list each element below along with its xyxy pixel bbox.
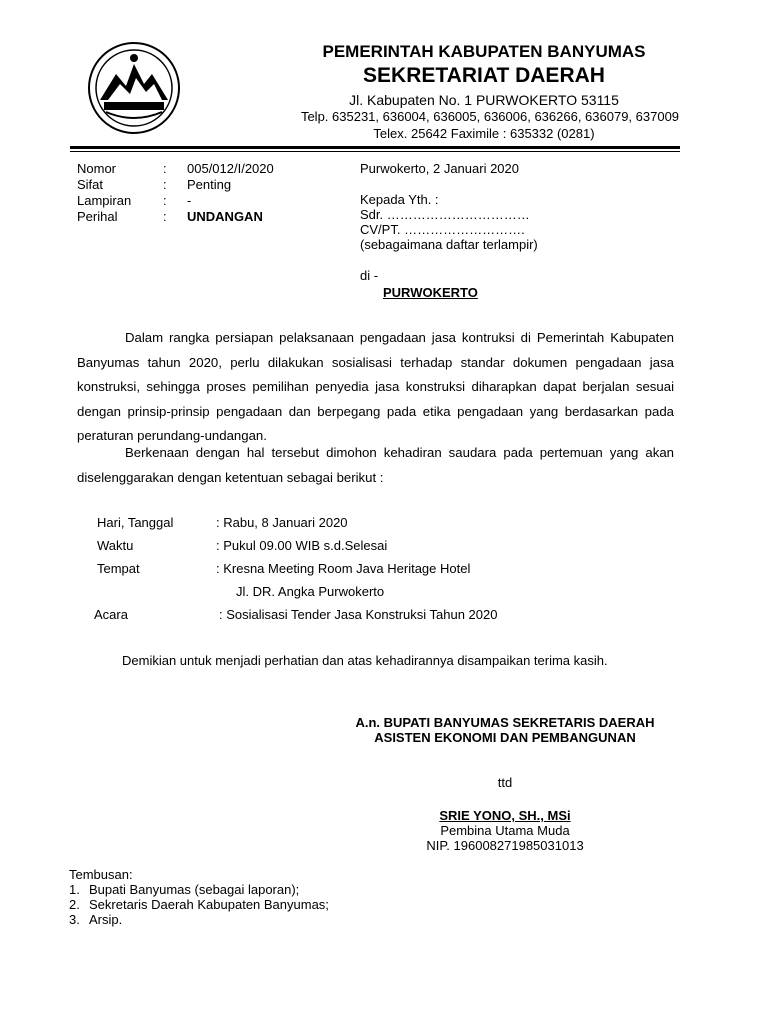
- header-telex-fax: Telex. 25642 Faximile : 635332 (0281): [373, 126, 595, 141]
- signatory-rank: Pembina Utama Muda: [440, 823, 570, 838]
- letter-date: Purwokerto, 2 Januari 2020: [360, 161, 519, 176]
- body-paragraph-1: Dalam rangka persiapan pelaksanaan pengadaan jasa kontruksi di Pemerintah Kabupaten Banyumas tahun 2020, perlu dilakukan sosialisasi terhadap standar dokumen pengadaan jasa konstruksi, sehingga proses pemilihan penyedia jasa konstruksi diharapkan dapat berjalan sesuai dengan prinsip-prinsip pengadaan dan berpegang pada etika pengadaan yang berdasarkan pada peraturan perundang-undangan.: [77, 330, 674, 443]
- meta-colon: :: [163, 161, 167, 176]
- header-phone: Telp. 635231, 636004, 636005, 636006, 636266, 636079, 637009: [300, 109, 680, 124]
- cc-item: [69, 912, 329, 927]
- detail-time-value: : Pukul 09.00 WIB s.d.Selesai: [216, 538, 388, 553]
- cc-item-number: 2.: [69, 897, 80, 912]
- detail-time-label: Waktu: [97, 538, 134, 553]
- meta-colon: :: [163, 209, 167, 224]
- meta-label: Lampiran: [77, 193, 132, 208]
- recipient-di: di -: [360, 268, 379, 283]
- signatory-name: SRIE YONO, SH., MSi: [439, 808, 571, 823]
- header-divider-thin: [70, 151, 680, 152]
- signature-ttd: ttd: [497, 775, 513, 790]
- cc-title: Tembusan:: [69, 867, 133, 882]
- signature-title-2: ASISTEN EKONOMI DAN PEMBANGUNAN: [374, 730, 636, 745]
- header-divider-thick: [70, 146, 680, 149]
- meta-row-lampiran: [77, 193, 337, 209]
- recipient-city: PURWOKERTO: [383, 285, 478, 300]
- cc-block: [69, 867, 329, 927]
- meta-value: -: [187, 193, 192, 208]
- recipient-salutation: Kepada Yth. :: [360, 192, 439, 207]
- closing-sentence: Demikian untuk menjadi perhatian dan atas kehadirannya disampaikan terima kasih.: [122, 653, 608, 668]
- cc-item-text: Sekretaris Daerah Kabupaten Banyumas;: [89, 897, 329, 912]
- header-address: Jl. Kabupaten No. 1 PURWOKERTO 53115: [349, 92, 619, 108]
- detail-day-value: : Rabu, 8 Januari 2020: [216, 515, 348, 530]
- detail-place-label: Tempat: [97, 561, 140, 576]
- meta-row-sifat: [77, 177, 337, 193]
- meta-label: Perihal: [77, 209, 118, 224]
- header-office-name: SEKRETARIAT DAERAH: [363, 64, 605, 87]
- detail-agenda-label: Acara: [94, 607, 128, 622]
- meta-label: Nomor: [77, 161, 117, 176]
- meta-row-nomor: [77, 161, 337, 177]
- detail-place-value: : Kresna Meeting Room Java Heritage Hotel: [216, 561, 471, 576]
- banyumas-emblem-logo: [86, 40, 182, 136]
- meta-value: 005/012/I/2020: [187, 161, 274, 176]
- detail-day-label: Hari, Tanggal: [97, 515, 174, 530]
- meta-value: Penting: [187, 177, 232, 192]
- meta-row-perihal: [77, 209, 337, 225]
- signatory-nip: NIP. 196008271985031013: [426, 838, 584, 853]
- cc-item-number: 3.: [69, 912, 80, 927]
- meta-colon: :: [163, 193, 167, 208]
- cc-item: [69, 882, 329, 897]
- cc-item-number: 1.: [69, 882, 80, 897]
- meta-label: Sifat: [77, 177, 104, 192]
- recipient-block: [360, 192, 538, 252]
- body-paragraph-2: Berkenaan dengan hal tersebut dimohon kehadiran saudara pada pertemuan yang akan diselenggarakan dengan ketentuan sebagai berikut :: [77, 445, 674, 485]
- detail-place-address: Jl. DR. Angka Purwokerto: [236, 584, 385, 599]
- header-government-name: PEMERINTAH KABUPATEN BANYUMAS: [322, 42, 646, 61]
- recipient-name: Sdr. ……………………………: [360, 207, 530, 222]
- meta-value-subject: UNDANGAN: [187, 209, 263, 224]
- cc-item: [69, 897, 329, 912]
- meta-colon: :: [163, 177, 167, 192]
- cc-item-text: Arsip.: [89, 912, 123, 927]
- cc-item-text: Bupati Banyumas (sebagai laporan);: [89, 882, 300, 897]
- letter-meta: [77, 161, 337, 225]
- recipient-note: (sebagaimana daftar terlampir): [360, 237, 538, 252]
- detail-agenda-value: : Sosialisasi Tender Jasa Konstruksi Tahun 2020: [219, 607, 498, 622]
- signature-title-1: A.n. BUPATI BANYUMAS SEKRETARIS DAERAH: [355, 715, 655, 730]
- recipient-company: CV/PT. ……………………….: [360, 222, 525, 237]
